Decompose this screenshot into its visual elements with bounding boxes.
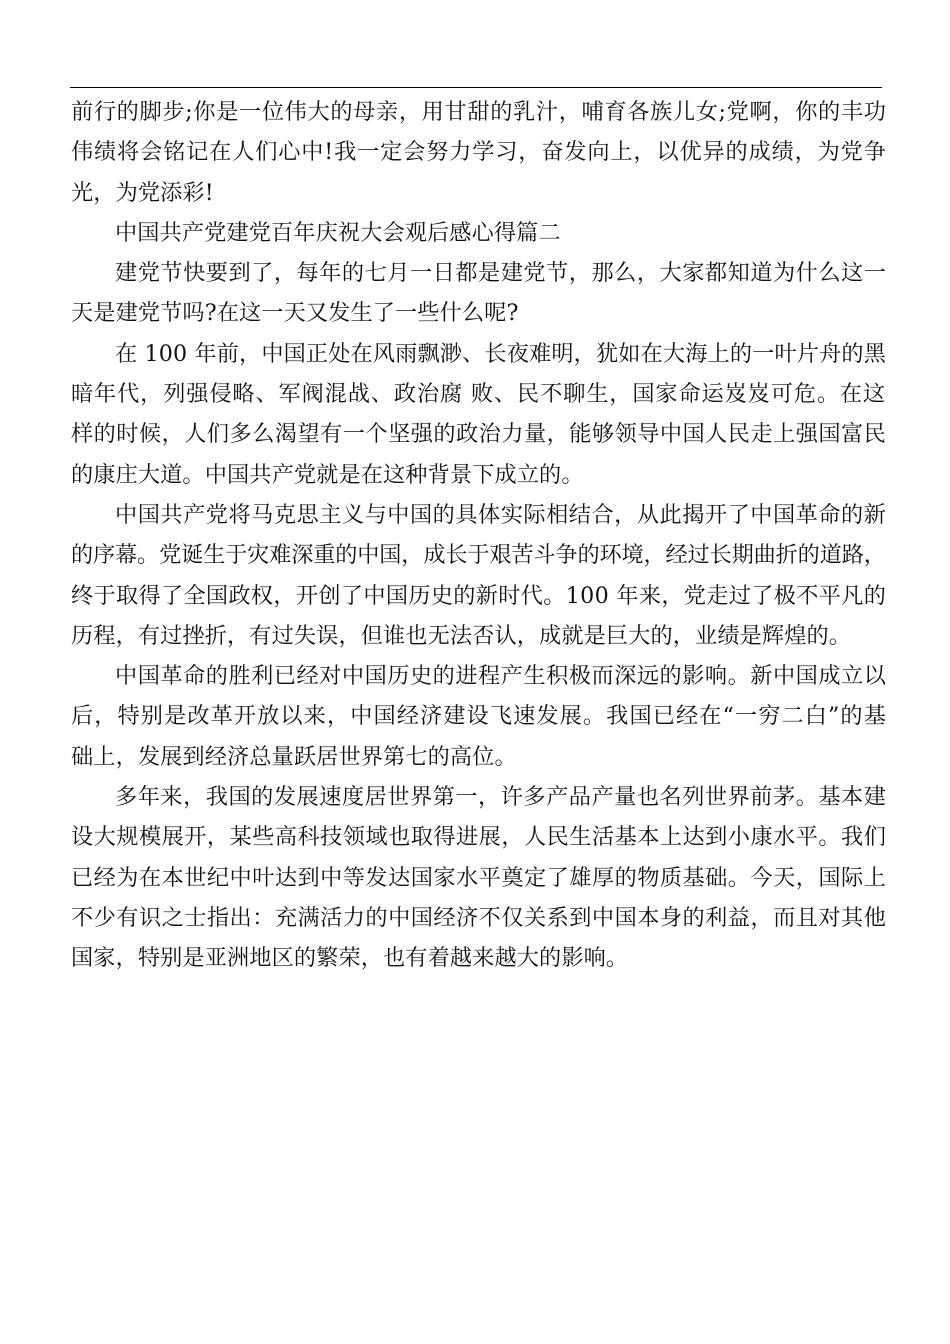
paragraph — [71, 253, 886, 334]
text-line: 不少有识之士指出：充满活力的中国经济不仅关系到中国本身的利益，而且对其他 — [71, 904, 887, 931]
text-line: 设大规模展开，某些高科技领域也取得进展，人民生活基本上达到小康水平。我们 — [71, 824, 887, 851]
paragraph — [71, 656, 886, 777]
text-line: 历程，有过挫折，有过失误，但谁也无法否认，成就是巨大的，业绩是辉煌的。 — [71, 622, 852, 649]
text-line: 国家，特别是亚洲地区的繁荣，也有着越来越大的影响。 — [71, 945, 629, 972]
text-line: 建党节快要到了，每年的七月一日都是建党节，那么，大家都知道为什么这一 — [115, 260, 887, 287]
paragraph — [71, 777, 886, 978]
text-line: 天是建党节吗?在这一天又发生了一些什么呢? — [71, 300, 519, 327]
text-line: 的康庄大道。中国共产党就是在这种背景下成立的。 — [71, 461, 584, 488]
text-line: 已经为在本世纪中叶达到中等发达国家水平奠定了雄厚的物质基础。今天，国际上 — [71, 864, 887, 891]
text-line: 样的时候，人们多么渴望有一个坚强的政治力量，能够领导中国人民走上强国富民 — [71, 421, 887, 448]
paragraph — [71, 213, 886, 253]
text-line: 暗年代，列强侵略、军阀混战、政治腐 败、民不聊生，国家命运岌岌可危。在这 — [71, 381, 886, 408]
text-line: 础上，发展到经济总量跃居世界第七的高位。 — [71, 743, 517, 770]
text-line: 伟绩将会铭记在人们心中!我一定会努力学习，奋发向上，以优异的成绩，为党争 — [71, 139, 887, 166]
text-line: 中国共产党将马克思主义与中国的具体实际相结合，从此揭开了中国革命的新 — [115, 501, 887, 528]
header-rule — [70, 87, 882, 88]
text-line: 后，特别是改革开放以来，中国经济建设飞速发展。我国已经在“一穷二白”的基 — [71, 703, 887, 730]
text-line: 终于取得了全国政权，开创了中国历史的新时代。100 年来，党走过了极不平凡的 — [71, 582, 887, 609]
text-line: 中国革命的胜利已经对中国历史的进程产生积极而深远的影响。新中国成立以 — [115, 663, 887, 690]
text-line: 光，为党添彩! — [71, 179, 214, 206]
text-line: 多年来，我国的发展速度居世界第一，许多产品产量也名列世界前茅。基本建 — [115, 784, 887, 811]
document-body — [71, 92, 886, 979]
text-line: 中国共产党建党百年庆祝大会观后感心得篇二 — [115, 219, 561, 246]
paragraph — [71, 92, 886, 213]
text-line: 的序幕。党诞生于灾难深重的中国，成长于艰苦斗争的环境，经过长期曲折的道路， — [71, 542, 886, 569]
text-line: 在 100 年前，中国正处在风雨飘渺、长夜难明，犹如在大海上的一叶片舟的黑 — [115, 340, 887, 367]
text-line: 前行的脚步;你是一位伟大的母亲，用甘甜的乳汁，哺育各族儿女;党啊，你的丰功 — [71, 99, 887, 125]
paragraph — [71, 495, 886, 656]
paragraph — [71, 334, 886, 495]
